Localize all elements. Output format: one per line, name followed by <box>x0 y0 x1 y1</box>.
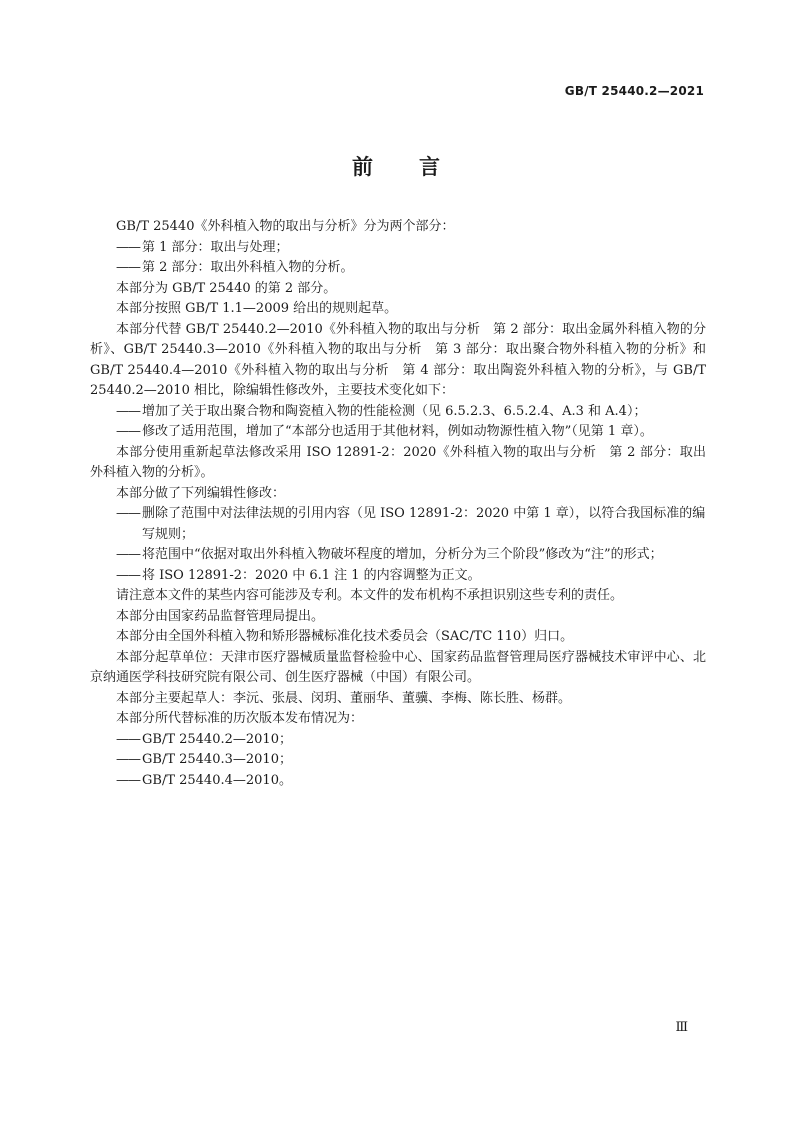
dash-list-item <box>90 402 706 423</box>
dash-list-item <box>90 750 706 771</box>
body-paragraph: 本部分做了下列编辑性修改： <box>116 485 286 501</box>
body-paragraph: 本部分为 GB/T 25440 的第 2 部分。 <box>116 280 337 296</box>
dash-item-text: GB/T 25440.4—2010。 <box>142 772 292 788</box>
dash-marker: —— <box>116 260 140 275</box>
dash-list-item <box>90 730 706 751</box>
dash-marker: —— <box>116 772 140 788</box>
body-paragraph: 请注意本文件的某些内容可能涉及专利。本文件的发布机构不承担识别这些专利的责任。 <box>116 588 624 603</box>
body-paragraph: 本部分由国家药品监督管理局提出。 <box>116 608 325 624</box>
dash-list-item <box>90 771 706 792</box>
body-paragraph: 本部分主要起草人：李沅、张晨、闵玥、董丽华、董骥、李梅、陈长胜、杨群。 <box>116 690 572 706</box>
foreword-body <box>90 217 706 791</box>
body-paragraph: 本部分代替 GB/T 25440.2—2010《外科植入物的取出与分析 第 2 部分：取出金属外科植入物的分析》、GB/T 25440.3—2010《外科植入物的取出与分析 第 3 部分：取出聚合物外科植入物的分析》和 GB/T 25440.4—2010《外科植入物的取出与分析 第 4 部分：取出陶瓷外科植入物的分析》，与 GB/T 25440.2—2010 相比，除编辑性修改外，主要技术变化如下： <box>90 321 706 398</box>
dash-item-text: 修改了适用范围，增加了“本部分也适用于其他材料，例如动物源性植入物”（见第 1 章）。 <box>142 424 653 439</box>
body-paragraph: 本部分起草单位：天津市医疗器械质量监督检验中心、国家药品监督管理局医疗器械技术审评中心、北京纳通医学科技研究院有限公司、创生医疗器械（中国）有限公司。 <box>90 649 706 685</box>
dash-item-text: GB/T 25440.2—2010； <box>142 731 292 747</box>
dash-marker: —— <box>116 752 140 767</box>
dash-list-item <box>90 258 706 279</box>
dash-marker: —— <box>116 403 140 419</box>
dash-marker: —— <box>116 424 140 439</box>
body-paragraph: 本部分使用重新起草法修改采用 ISO 12891-2：2020《外科植入物的取出与分析 第 2 部分：取出外科植入物的分析》。 <box>90 444 706 480</box>
body-paragraph: 本部分由全国外科植入物和矫形器械标准化技术委员会（SAC/TC 110）归口。 <box>116 629 574 644</box>
dash-marker: —— <box>116 731 140 747</box>
dash-item-text: 第 1 部分：取出与处理； <box>142 239 289 255</box>
dash-item-text: 第 2 部分：取出外科植入物的分析。 <box>142 260 354 275</box>
dash-marker: —— <box>116 239 140 255</box>
dash-item-text: 将范围中“依据对取出外科植入物破坏程度的增加，分析分为三个阶段”修改为“注”的形式； <box>142 547 663 562</box>
body-paragraph: GB/T 25440《外科植入物的取出与分析》分为两个部分： <box>116 219 455 234</box>
title-char-2: 言 <box>419 155 442 179</box>
dash-marker: —— <box>116 547 140 562</box>
dash-item-text: 将 ISO 12891-2：2020 中 6.1 注 1 的内容调整为正文。 <box>142 567 481 583</box>
body-paragraph: 本部分按照 GB/T 1.1—2009 给出的规则起草。 <box>116 301 398 316</box>
standard-number: GB/T 25440.2—2021 <box>564 84 704 98</box>
dash-list-item <box>90 504 706 545</box>
dash-list-item <box>90 545 706 566</box>
dash-item-text: 删除了范围中对法律法规的引用内容（见 ISO 12891-2：2020 中第 1 章），以符合我国标准的编写规则； <box>142 506 706 542</box>
dash-item-text: GB/T 25440.3—2010； <box>142 752 292 767</box>
dash-list-item <box>90 422 706 443</box>
page-number: Ⅲ <box>675 1020 688 1035</box>
dash-marker: —— <box>116 506 140 521</box>
dash-list-item <box>90 238 706 259</box>
page-title <box>0 151 794 181</box>
dash-marker: —— <box>116 567 140 583</box>
dash-item-text: 增加了关于取出聚合物和陶瓷植入物的性能检测（见 6.5.2.3、6.5.2.4、A.3 和 A.4）； <box>142 403 647 419</box>
dash-list-item <box>90 566 706 587</box>
body-paragraph: 本部分所代替标准的历次版本发布情况为： <box>116 711 364 726</box>
title-char-1: 前 <box>352 155 375 179</box>
